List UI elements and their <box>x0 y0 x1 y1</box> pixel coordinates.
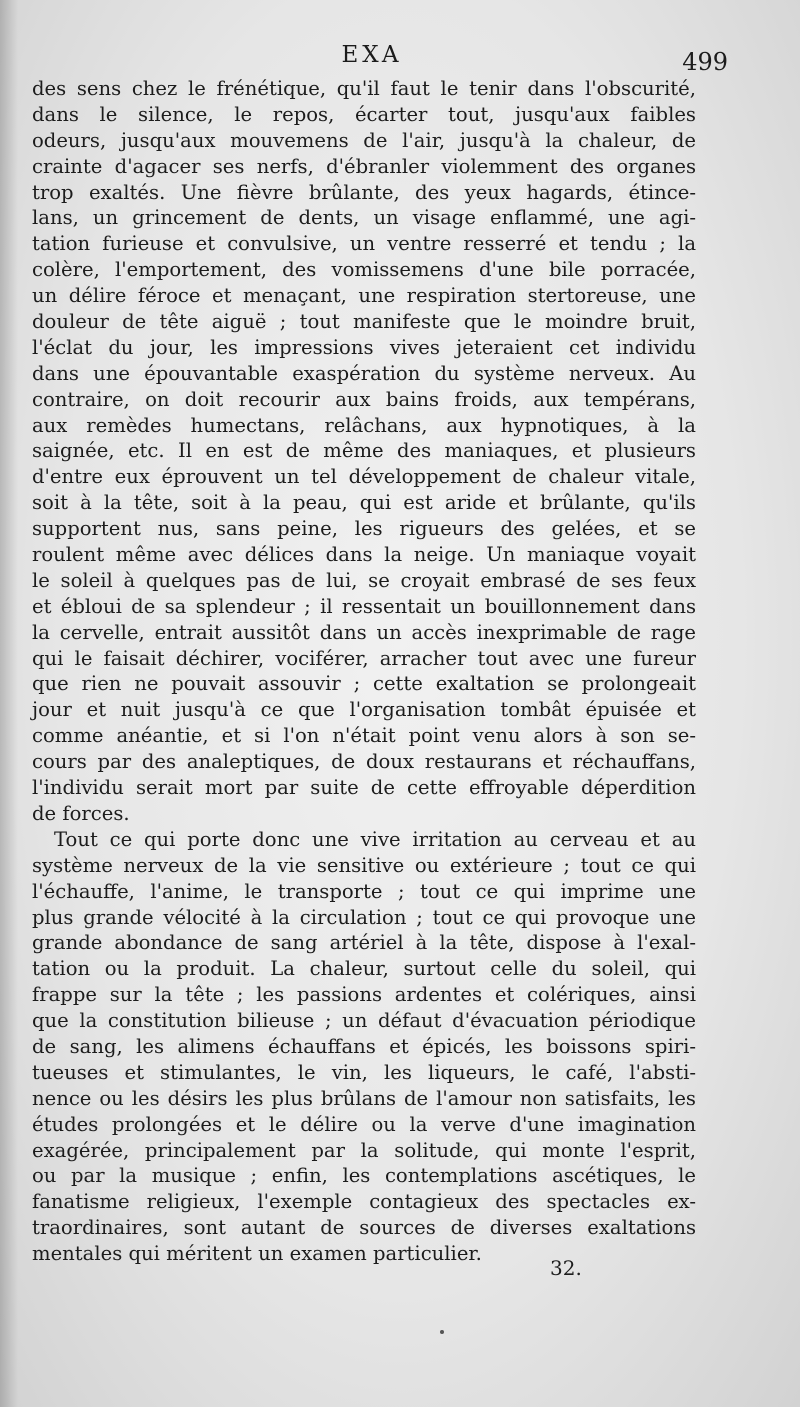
running-head: EXA <box>341 42 403 68</box>
signature-mark: 32. <box>550 1256 582 1280</box>
page-number: 499 <box>682 48 728 76</box>
text-line: d'entre eux éprouvent un tel développement de chaleur vitale, <box>32 465 696 489</box>
text-line: colère, l'emportement, des vomissemens d'une bile porracée, <box>32 258 696 282</box>
text-line: nence ou les désirs les plus brûlans de l'amour non satisfaits, les <box>32 1086 696 1110</box>
text-line: de forces. <box>32 801 130 825</box>
text-line: soit à la tête, soit à la peau, qui est aride et brûlante, qu'ils <box>32 491 696 515</box>
text-line: traordinaires, sont autant de sources de diverses exaltations <box>32 1216 696 1240</box>
text-line: tation furieuse et convulsive, un ventre resserré et tendu ; la <box>32 232 696 256</box>
text-line: contraire, on doit recourir aux bains froids, aux tempérans, <box>32 387 696 411</box>
text-line: que la constitution bilieuse ; un défaut d'évacuation périodique <box>32 1009 696 1033</box>
text-line: l'éclat du jour, les impressions vives jeteraient cet individu <box>32 335 696 359</box>
text-line: crainte d'agacer ses nerfs, d'ébranler violemment des organes <box>32 154 696 178</box>
text-line: tation ou la produit. La chaleur, surtout celle du soleil, qui <box>32 957 696 981</box>
text-line: fanatisme religieux, l'exemple contagieux des spectacles ex- <box>32 1190 696 1214</box>
text-line: odeurs, jusqu'aux mouvemens de l'air, jusqu'à la chaleur, de <box>32 128 696 152</box>
text-line: le soleil à quelques pas de lui, se croyait embrasé de ses feux <box>32 568 696 592</box>
text-line: supportent nus, sans peine, les rigueurs des gelées, et se <box>32 517 696 541</box>
text-line: mentales qui méritent un examen particulier. <box>32 1242 482 1266</box>
text-line: dans le silence, le repos, écarter tout, jusqu'aux faibles <box>32 102 696 126</box>
ink-speck <box>440 1330 444 1334</box>
text-line: douleur de tête aiguë ; tout manifeste que le moindre bruit, <box>32 310 696 334</box>
paragraph <box>32 76 696 827</box>
paragraph <box>32 827 696 1267</box>
text-line: et ébloui de sa splendeur ; il ressentait un bouillonnement dans <box>32 594 696 618</box>
text-line: la cervelle, entrait aussitôt dans un accès inexprimable de rage <box>32 620 696 644</box>
text-line: roulent même avec délices dans la neige. Un maniaque voyait <box>32 543 696 567</box>
text-line: grande abondance de sang artériel à la tête, dispose à l'exal- <box>32 931 696 955</box>
text-line: saignée, etc. Il en est de même des maniaques, et plusieurs <box>32 439 696 463</box>
text-line: un délire féroce et menaçant, une respiration stertoreuse, une <box>32 284 696 308</box>
text-line: tueuses et stimulantes, le vin, les liqueurs, le café, l'absti- <box>32 1060 696 1084</box>
text-line: dans une épouvantable exaspération du système nerveux. Au <box>32 361 696 385</box>
text-line: aux remèdes humectans, relâchans, aux hypnotiques, à la <box>32 413 696 437</box>
text-line: comme anéantie, et si l'on n'était point venu alors à son se- <box>32 724 696 748</box>
text-line: Tout ce qui porte donc une vive irritation au cerveau et au <box>54 827 696 851</box>
text-line: lans, un grincement de dents, un visage enflammé, une agi- <box>32 206 696 230</box>
text-line: de sang, les alimens échauffans et épicés, les boissons spiri- <box>32 1034 696 1058</box>
text-line: études prolongées et le délire ou la verve d'une imagination <box>32 1112 696 1136</box>
text-line: frappe sur la tête ; les passions ardentes et colériques, ainsi <box>32 983 696 1007</box>
text-line: plus grande vélocité à la circulation ; tout ce qui provoque une <box>32 905 696 929</box>
text-line: qui le faisait déchirer, vociférer, arracher tout avec une fureur <box>32 646 696 670</box>
body-text <box>32 76 696 1267</box>
text-line: des sens chez le frénétique, qu'il faut le tenir dans l'obscurité, <box>32 77 696 100</box>
text-line: l'individu serait mort par suite de cette effroyable déperdition <box>32 776 696 800</box>
text-line: trop exaltés. Une fièvre brûlante, des yeux hagards, étince- <box>32 180 696 204</box>
page-edge-shadow <box>0 0 18 1407</box>
text-line: exagérée, principalement par la solitude, qui monte l'esprit, <box>32 1138 696 1162</box>
text-line: que rien ne pouvait assouvir ; cette exaltation se prolongeait <box>32 672 696 696</box>
text-line: ou par la musique ; enfin, les contemplations ascétiques, le <box>32 1164 696 1188</box>
text-line: l'échauffe, l'anime, le transporte ; tout ce qui imprime une <box>32 879 696 903</box>
text-line: système nerveux de la vie sensitive ou extérieure ; tout ce qui <box>32 853 696 877</box>
text-line: jour et nuit jusqu'à ce que l'organisation tombât épuisée et <box>32 698 696 722</box>
text-line: cours par des analeptiques, de doux restaurans et réchauffans, <box>32 750 696 774</box>
